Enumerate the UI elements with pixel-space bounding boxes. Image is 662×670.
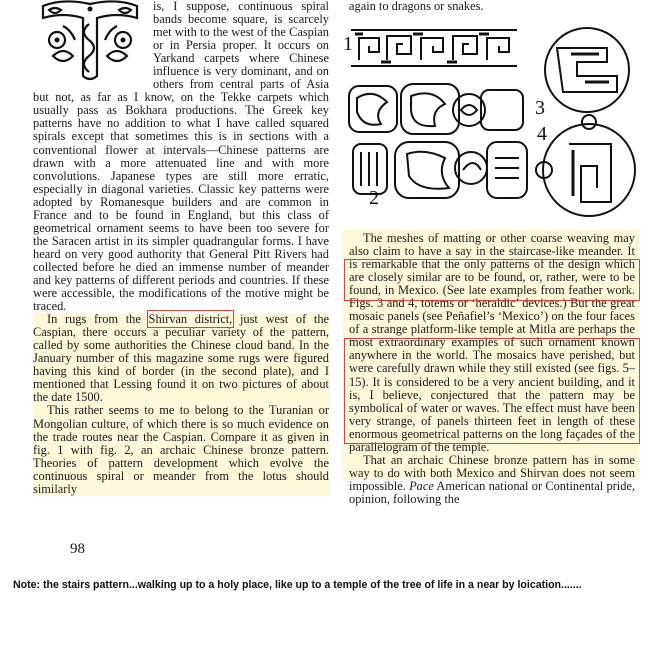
turanian-paragraph: This rather seems to me to belong to the Turanian or Mongolian culture, of which there is so much evidence on the trade routes near the Caspian. Compare it as given in fig. 1 with fig. 2, an archaic Chinese bronze pattern. Theories of pattern development which evolve the continuous spiral or meander from the lotus should similarly	[33, 403, 329, 496]
bronze-para-end: American national or Continental pride, opinion, following the	[349, 478, 636, 506]
fig1-label: 1	[343, 33, 353, 55]
left-intro-paragraph: is, I suppose, continuous spiral bands become square, is scarcely met with to the west of the Caspian or in Persia proper. It occurs on Yarkand carpets where Chinese influence is very dominant, and on others from central parts of Asia but not, as far as I know, on the Tekke carpets which usually pass as Bokhara productions. The Greek key patterns have no addition to what I have called squared spirals except that sometimes this is in sections with a conventional flower at intervals—Chinese patterns are drawn with a more attenuated line and with more convolutions. Japanese types are still more erratic, especially in diagonal varieties. Classic key patterns were adopted by Romanesque builders and are common in France and to be found in England, but this class of geometrical ornament seems to have been too severe for the Saracen artist in its simpler quadrangular forms. I have heard on very good authority that General Pitt Rivers had collected before he died an immense number of meander and key patterns of different periods and countries. If these were accessible, the modifications of the motive might be traced.	[33, 0, 329, 314]
pace-word: Pace	[409, 478, 434, 493]
fig3-mexican-device	[545, 28, 629, 112]
annotation-note: Note: the stairs pattern...walking up to a holy place, like up to a temple of the tree of life in a near by loication.......	[13, 579, 582, 591]
fig2-cloud-band	[349, 84, 527, 198]
left-column	[33, 0, 329, 496]
shirvan-para-start: In rugs from the	[47, 312, 149, 327]
fig1-meander-band	[351, 30, 517, 66]
bronze-para-start: That an archaic Chinese bronze pattern has in some way to do with both Mexico and Shirvan does not seem impossible.	[349, 452, 635, 493]
right-top-line: again to dragons or snakes.	[349, 0, 484, 13]
pattern-figures	[341, 18, 637, 226]
right-top-line-wrap	[349, 0, 635, 13]
right-column	[349, 232, 635, 506]
page-number: 98	[70, 541, 85, 557]
shirvan-district-highlight: Shirvan district,	[148, 312, 233, 327]
fig2-label: 2	[369, 187, 379, 209]
meshes-paragraph: The meshes of matting or other coarse weaving may also claim to have a say in the staircase-like meander. It is remarkable that the only patterns of the design which are closely similar are to be found, or, rather, were to be found, in Mexico. (See late examples from feather work. Figs. 3 and 4, totems or ‘heraldic’ devices.) But the great mosaic panels (see Peñafiel’s ‘Mexico’) on the four faces of a strange platform-like temple at Mitla are perhaps the most extraordinary examples of such ornament known anywhere in the world. The mosaics have perished, but were carefully drawn while they still existed (see figs. 5–15). It is considered to be a very ancient building, and it is, I believe, conjectured that the pattern may be symbolical of water or waves. The effect must have been very strange, of panels thirteen feet in length of these enormous geometrical patterns on the long façades of the parallelogram of the temple.	[349, 231, 635, 454]
fig4-mexican-device	[536, 115, 635, 216]
shirvan-paragraph	[33, 313, 329, 404]
fig3-label: 3	[535, 97, 545, 119]
shirvan-para-end: just west of the Caspian, there occurs a peculiar variety of the pattern, called by some authorities the Chinese cloud band. In the January number of this magazine some rugs were figured having this kind of border (in the second plate), and I mentioned that Lessing found it on two pictures of about the date 1500.	[33, 312, 330, 405]
ornamental-initial-t	[33, 0, 147, 84]
fig4-label: 4	[537, 123, 547, 145]
bronze-paragraph	[349, 454, 635, 506]
